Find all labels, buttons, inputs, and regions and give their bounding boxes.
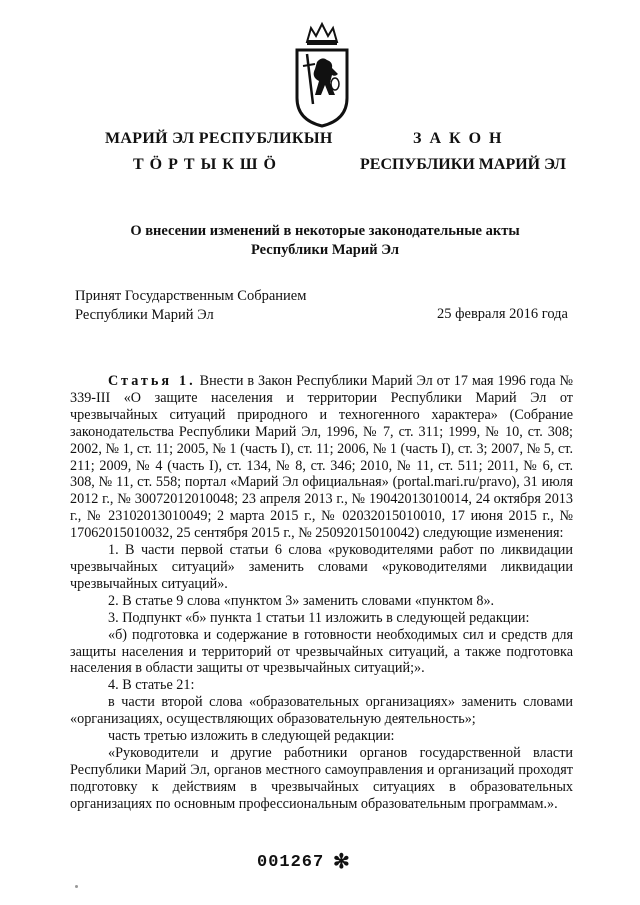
paragraph-8: «Руководители и другие работники органов государственной власти Республики Марий Эл, органов местного самоуправления и организаций проходят подготовку к действиям в чрезвычайных ситуациях в образовательных организациях по основным профессиональным образовательным программам.». <box>70 744 573 812</box>
paragraph-4: «б) подготовка и содержание в готовности необходимых сил и средств для защиты населения и территорий от чрезвычайных ситуаций, а также подготовка населения в области защиты от чрезвычайных ситуаций;». <box>70 626 573 677</box>
header-right-line2: РЕСПУБЛИКИ МАРИЙ ЭЛ <box>360 156 566 173</box>
article-intro-paragraph <box>70 373 573 542</box>
document-title <box>60 222 590 260</box>
paragraph-2: 2. В статье 9 слова «пунктом 3» заменить словами «пунктом 8». <box>108 592 495 609</box>
paragraph-5: 4. В статье 21: <box>108 677 195 694</box>
header-right-line1: З А К О Н <box>413 130 504 147</box>
coat-of-arms-emblem <box>293 20 351 128</box>
article-intro: Внести в Закон Республики Марий Эл от 17 мая 1996 года № 339-III «О защите населения и территории Республики Марий Эл от чрезвычайных ситуаций природного и техногенного характера» (Собрание законодательства Республики Марий Эл, 1996, № 7, ст. 311; 1999, № 10, ст. 308; 2002, № 1, ст. 11; 2005, № 1 (часть I), ст. 11; 2006, № 1 (часть I), ст. 3; 2007, № 5, ст. 211; 2009, № 4 (часть I), ст. 134, № 8, ст. 346; 2010, № 11, ст. 511; 2011, № 6, ст. 308, № 11, ст. 558; портал «Марий Эл официальная» (portal.mari.ru/pravo), 31 июля 2012 г., № 30072012010048; 23 апреля 2013 г., № 19042013010014, 24 октября 2013 г., № 23102013010049; 2 марта 2015 г., № 02032015010010, 17 июня 2015 г., № 17062015010032, 25 сентября 2015 г., № 25092015010042) следующие изменения: <box>70 373 573 542</box>
title-line1: О внесении изменений в некоторые законодательные акты <box>130 223 520 239</box>
header-left-line1: МАРИЙ ЭЛ РЕСПУБЛИКЫН <box>105 130 333 147</box>
adopted-date: 25 февраля 2016 года <box>436 306 568 322</box>
paragraph-6: в части второй слова «образовательных организациях» заменить словами «организациях, осуществляющих образовательную деятельность»; <box>70 694 573 728</box>
paragraph-1: 1. В части первой статьи 6 слова «руководителями работ по ликвидации чрезвычайных ситуаций» заменить словами «руководителями ликвидации чрезвычайных ситуаций». <box>70 542 573 592</box>
paragraph-7: часть третью изложить в следующей редакции: <box>108 728 395 745</box>
paragraph-3: 3. Подпункт «б» пункта 1 статьи 11 изложить в следующей редакции: <box>108 609 530 626</box>
article-label: Статья 1. <box>108 373 196 389</box>
title-line2: Республики Марий Эл <box>251 242 399 258</box>
scan-dot <box>75 885 78 888</box>
adopted-line2: Республики Марий Эл <box>75 307 214 323</box>
asterisk-icon: ✻ <box>333 851 350 873</box>
adopted-line1: Принят Государственным Собранием <box>75 288 307 304</box>
adopted-by <box>75 287 306 325</box>
header-left-line2: Т Ö Р Т Ы К Ш Ö <box>133 156 277 173</box>
document-number: 001267 <box>257 853 325 872</box>
article-body <box>70 373 573 813</box>
